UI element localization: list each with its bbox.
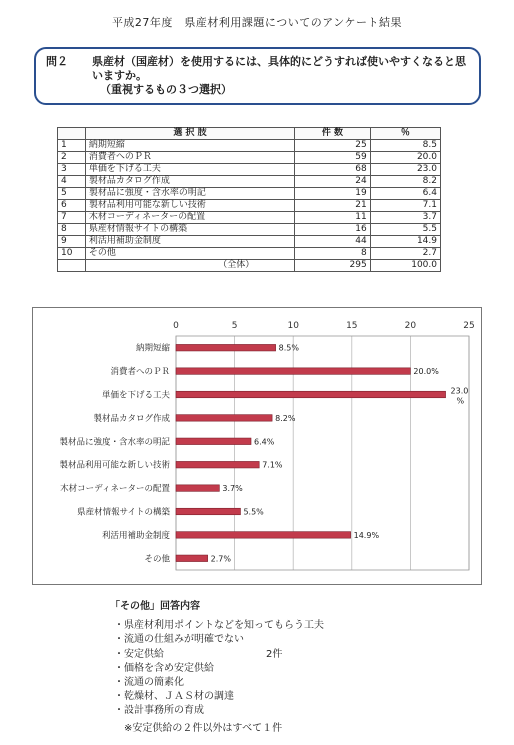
row-number: 6 [58,200,86,212]
row-percent: 8.2 [370,176,440,188]
category-label: 単価を下げる工夫 [101,390,170,401]
table-row [58,176,441,188]
category-label: 県産材情報サイトの構築 [77,507,170,518]
row-label: 単価を下げる工夫 [85,164,294,176]
row-percent: 7.1 [370,200,440,212]
category-label: 木材コーディネーターの配置 [60,484,170,495]
question-box [34,47,481,105]
other-response-item [110,619,490,633]
table-row [58,152,441,164]
page-title: 平成27年度 県産材利用課題についてのアンケート結果 [111,16,403,29]
row-percent: 8.5 [370,140,440,152]
row-count: 25 [295,140,371,152]
data-label: 20.0% [413,367,439,377]
row-count: 16 [295,224,371,236]
row-percent: 14.9 [370,236,440,248]
row-percent: 20.0 [370,152,440,164]
bar [176,368,410,375]
x-tick-label: 0 [173,321,179,331]
category-label: 製材品カタログ作成 [93,413,170,424]
category-label: 製材品に強度・含水率の明記 [59,437,170,448]
data-label: 5.5% [243,507,264,517]
row-label: 納期短縮 [85,140,294,152]
row-count: 68 [295,164,371,176]
question-subtext: （重視するもの３つ選択） [100,83,232,96]
table-row [58,140,441,152]
row-label: 製材品に強度・含水率の明記 [85,188,294,200]
question-number: 問２ [46,55,68,68]
table-row [58,236,441,248]
other-response-text: ・県産材利用ポイントなどを知ってもらう工夫 [114,620,324,632]
category-label: 製材品利用可能な新しい技術 [59,460,170,471]
other-responses-heading: 「その他」回答内容 [110,601,200,612]
table-row [58,188,441,200]
row-label: 利活用補助金制度 [85,236,294,248]
header-count: 件 数 [295,128,371,140]
other-responses-footnote: ※安定供給の２件以外はすべて１件 [124,722,283,734]
data-label: 2.7% [210,554,231,564]
bar-chart-svg [33,308,481,584]
x-tick-label: 20 [404,321,417,331]
data-label: 3.7% [222,484,243,494]
bar [176,508,240,515]
row-number: 9 [58,236,86,248]
table-header-row [58,128,441,140]
data-label: 8.2% [275,413,296,423]
data-label: 7.1% [262,460,283,470]
row-label: 県産材情報サイトの構築 [85,224,294,236]
header-percent: ％ [370,128,440,140]
row-label: 木材コーディネーターの配置 [85,212,294,224]
header-number [58,128,86,140]
category-label: 利活用補助金制度 [101,530,170,541]
category-label: その他 [144,554,170,565]
other-response-item [110,704,490,718]
x-tick-label: 25 [463,321,475,331]
other-response-item [110,648,490,662]
total-label: （全体） [85,260,294,272]
other-response-item [110,633,490,647]
other-response-text: ・乾燥材、ＪＡＳ材の調達 [114,691,234,703]
row-percent: 5.5 [370,224,440,236]
other-responses [110,600,490,736]
table-row [58,200,441,212]
row-number: 8 [58,224,86,236]
row-label: 製材品利用可能な新しい技術 [85,200,294,212]
table-total-row [58,260,441,272]
table-row [58,164,441,176]
bar [176,438,251,445]
other-response-item [110,690,490,704]
other-response-item [110,662,490,676]
row-count: 24 [295,176,371,188]
row-label: 製材品カタログ作成 [85,176,294,188]
data-label: 8.5% [278,343,299,353]
other-responses-list [110,619,490,718]
other-response-text: ・価格を含め安定供給 [114,662,214,674]
table-body [58,140,441,272]
row-percent: 2.7 [370,248,440,260]
question-text-block [92,55,472,97]
other-response-text: ・安定供給 [114,648,164,660]
data-label: 14.9% [353,530,380,540]
other-response-count: 2件 [266,648,283,660]
row-number: 3 [58,164,86,176]
row-percent: 6.4 [370,188,440,200]
results-table [57,127,441,272]
bar [176,485,219,492]
x-tick-label: 15 [346,321,358,331]
other-response-text: ・流通の仕組みが明確でない [114,634,244,646]
row-count: 11 [295,212,371,224]
bar [176,391,446,398]
total-count: 295 [295,260,371,272]
row-number: 4 [58,176,86,188]
bar [176,555,208,562]
question-text: 県産材（国産材）を使用するには、具体的にどうすれば使いやすくなると思いますか。 [92,55,466,82]
x-tick-label: 10 [287,321,299,331]
bar [176,415,272,422]
category-label: 納期短縮 [135,343,170,354]
table-row [58,212,441,224]
row-label: 消費者へのＰＲ [85,152,294,164]
total-number-cell [58,260,86,272]
row-percent: 23.0 [370,164,440,176]
row-count: 59 [295,152,371,164]
row-count: 44 [295,236,371,248]
row-count: 8 [295,248,371,260]
row-percent: 3.7 [370,212,440,224]
bar-chart [32,307,482,585]
row-number: 7 [58,212,86,224]
bar [176,344,276,351]
row-label: その他 [85,248,294,260]
row-number: 1 [58,140,86,152]
table-row [58,224,441,236]
row-count: 21 [295,200,371,212]
row-number: 2 [58,152,86,164]
x-tick-label: 5 [231,321,238,331]
other-response-text: ・設計事務所の育成 [114,705,204,717]
table-row [58,248,441,260]
data-label-unit: % [456,396,465,406]
row-count: 19 [295,188,371,200]
category-label: 消費者へのＰＲ [110,367,170,378]
data-label-value: 23.0 [450,386,469,396]
row-number: 5 [58,188,86,200]
bar [176,461,259,468]
other-response-text: ・流通の簡素化 [114,677,184,689]
bar [176,532,351,539]
data-label [451,387,469,406]
total-percent: 100.0 [370,260,440,272]
other-response-item [110,676,490,690]
data-label: 6.4% [254,437,275,447]
row-number: 10 [58,248,86,260]
header-choice: 選 択 肢 [85,128,294,140]
